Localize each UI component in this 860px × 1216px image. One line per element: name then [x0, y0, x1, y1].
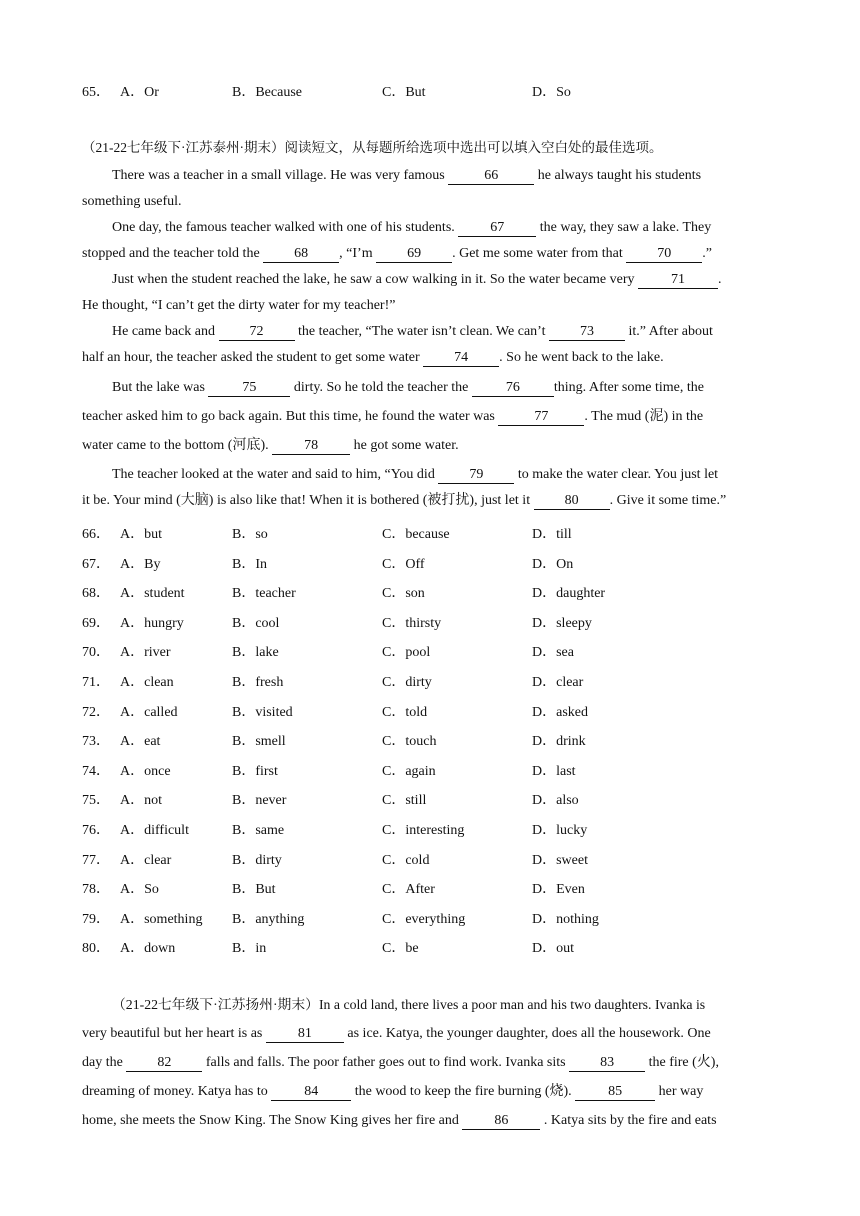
option-b: B．In	[232, 557, 267, 572]
question-number: 79．	[82, 912, 110, 927]
option-c: C．be	[382, 941, 419, 956]
question-number: 78．	[82, 882, 110, 897]
passage-line: very beautiful but her heart is as 81 as ice. Katya, the younger daughter, does all the housework. One	[82, 1026, 711, 1041]
blank-69: 69	[376, 245, 452, 263]
blank-80: 80	[534, 492, 610, 510]
blank-74: 74	[423, 349, 499, 367]
option-b: B．same	[232, 823, 285, 838]
option-d: D．sleepy	[532, 616, 592, 631]
option-c: C．everything	[382, 912, 466, 927]
option-b: B．dirty	[232, 853, 282, 868]
option-d: D．clear	[532, 675, 584, 690]
blank-81: 81	[266, 1025, 344, 1043]
option-b: B．anything	[232, 912, 305, 927]
blank-83: 83	[569, 1054, 645, 1072]
option-b: B．But	[232, 882, 276, 897]
blank-84: 84	[271, 1083, 351, 1101]
option-c: C．dirty	[382, 675, 432, 690]
option-b: B．never	[232, 793, 287, 808]
option-d: D．lucky	[532, 823, 588, 838]
passage-line: The teacher looked at the water and said to him, “You did 79 to make the water clear. You just let	[112, 467, 719, 482]
blank-66: 66	[448, 167, 534, 185]
option-d: D．On	[532, 557, 574, 572]
question-number: 68．	[82, 586, 110, 601]
passage-line: home, she meets the Snow King. The Snow King gives her fire and 86 . Katya sits by the fire and eats	[82, 1113, 717, 1128]
option-c: C．touch	[382, 734, 437, 749]
question-number: 80．	[82, 941, 110, 956]
passage-line: He came back and 72 the teacher, “The water isn’t clean. We can’t 73 it.” After about	[112, 324, 713, 339]
option-b: B．in	[232, 941, 267, 956]
blank-78: 78	[272, 437, 350, 455]
option-b: B．cool	[232, 616, 280, 631]
blank-71: 71	[638, 271, 718, 289]
passage-1-source: （21-22七年级下·江苏泰州·期末）阅读短文，从每题所给选项中选出可以填入空白处的最佳选项。	[82, 140, 663, 155]
option-b: B．visited	[232, 705, 293, 720]
option-c: C．thirsty	[382, 616, 442, 631]
option-a: A．student	[120, 586, 185, 601]
question-number: 69．	[82, 616, 110, 631]
question-number: 76．	[82, 823, 110, 838]
passage-line: half an hour, the teacher asked the student to get some water 74 . So he went back to the lake.	[82, 350, 664, 365]
option-d: D．asked	[532, 705, 588, 720]
option-d: D．last	[532, 764, 576, 779]
passage-line: day the 82 falls and falls. The poor father goes out to find work. Ivanka sits 83 the fire (火),	[82, 1055, 719, 1070]
option-a: A．something	[120, 912, 203, 927]
option-c: C．cold	[382, 853, 430, 868]
blank-86: 86	[462, 1112, 540, 1130]
option-a: A．clear	[120, 853, 172, 868]
option-d: D．Even	[532, 882, 585, 897]
passage-line: it be. Your mind (大脑) is also like that! When it is bothered (被打扰), just let it 80 . Give it some time.”	[82, 493, 727, 508]
question-number: 67．	[82, 557, 110, 572]
option-c: C．After	[382, 882, 435, 897]
question-number: 75．	[82, 793, 110, 808]
question-number: 77．	[82, 853, 110, 868]
option-c: C．interesting	[382, 823, 465, 838]
option-d: D．also	[532, 793, 579, 808]
option-c: C．again	[382, 764, 436, 779]
passage-line: teacher asked him to go back again. But this time, he found the water was 77 . The mud (泥) in the	[82, 409, 704, 424]
option-d: D．nothing	[532, 912, 599, 927]
passage-line: dreaming of money. Katya has to 84 the wood to keep the fire burning (烧). 85 her way	[82, 1084, 704, 1099]
option-a: A．once	[120, 764, 171, 779]
passage-2	[82, 990, 779, 1135]
question-number: 73．	[82, 734, 110, 749]
passage-line: He thought, “I can’t get the dirty water for my teacher!”	[82, 298, 396, 313]
blank-76: 76	[472, 379, 554, 397]
blank-77: 77	[498, 408, 584, 426]
blank-67: 67	[458, 219, 536, 237]
option-d: D．daughter	[532, 586, 606, 601]
option-c: C．pool	[382, 645, 431, 660]
blank-79: 79	[438, 466, 514, 484]
passage-line: But the lake was 75 dirty. So he told the teacher the 76 thing. After some time, the	[112, 380, 704, 395]
question-number: 66．	[82, 527, 110, 542]
passage-line: something useful.	[82, 194, 182, 209]
option-a: A．called	[120, 705, 178, 720]
passage-line: One day, the famous teacher walked with one of his students. 67 the way, they saw a lake. They	[112, 220, 712, 235]
option-a: A．Or	[120, 85, 159, 100]
option-b: B．fresh	[232, 675, 284, 690]
passage-line: water came to the bottom (河底). 78 he got some water.	[82, 438, 459, 453]
option-d: D．till	[532, 527, 572, 542]
blank-70: 70	[626, 245, 702, 263]
option-d: D．out	[532, 941, 574, 956]
option-c: C．son	[382, 586, 425, 601]
blank-72: 72	[219, 323, 295, 341]
option-d: D．drink	[532, 734, 586, 749]
option-a: A．difficult	[120, 823, 189, 838]
option-b: B．first	[232, 764, 278, 779]
option-a: A．hungry	[120, 616, 184, 631]
option-b: B．so	[232, 527, 268, 542]
option-a: A．but	[120, 527, 162, 542]
option-b: B．smell	[232, 734, 286, 749]
question-number: 65．	[82, 85, 110, 100]
option-d: D．sweet	[532, 853, 588, 868]
option-c: C．Off	[382, 557, 425, 572]
option-d: D．So	[532, 85, 571, 100]
passage-line: stopped and the teacher told the 68 , “I’m 69 . Get me some water from that 70 .”	[82, 246, 712, 261]
option-c: C．But	[382, 85, 426, 100]
option-a: A．So	[120, 882, 159, 897]
passage-1	[82, 163, 779, 514]
blank-85: 85	[575, 1083, 655, 1101]
passage-line: Just when the student reached the lake, he saw a cow walking in it. So the water became very 71 .	[112, 272, 722, 287]
option-a: A．clean	[120, 675, 174, 690]
passage-line: （21-22七年级下·江苏扬州·期末）In a cold land, there lives a poor man and his two daughters. Ivanka is	[112, 997, 706, 1012]
option-a: A．not	[120, 793, 162, 808]
blank-68: 68	[263, 245, 339, 263]
question-number: 72．	[82, 705, 110, 720]
passage-line: There was a teacher in a small village. He was very famous 66 he always taught his students	[112, 168, 702, 183]
option-c: C．because	[382, 527, 450, 542]
question-number: 71．	[82, 675, 110, 690]
blank-75: 75	[208, 379, 290, 397]
option-a: A．eat	[120, 734, 161, 749]
option-b: B．lake	[232, 645, 279, 660]
option-a: A．By	[120, 557, 161, 572]
option-a: A．down	[120, 941, 176, 956]
question-number: 70．	[82, 645, 110, 660]
option-c: C．still	[382, 793, 427, 808]
option-b: B．teacher	[232, 586, 296, 601]
option-d: D．sea	[532, 645, 574, 660]
option-c: C．told	[382, 705, 428, 720]
option-a: A．river	[120, 645, 171, 660]
option-b: B．Because	[232, 85, 302, 100]
blank-73: 73	[549, 323, 625, 341]
blank-82: 82	[126, 1054, 202, 1072]
question-number: 74．	[82, 764, 110, 779]
